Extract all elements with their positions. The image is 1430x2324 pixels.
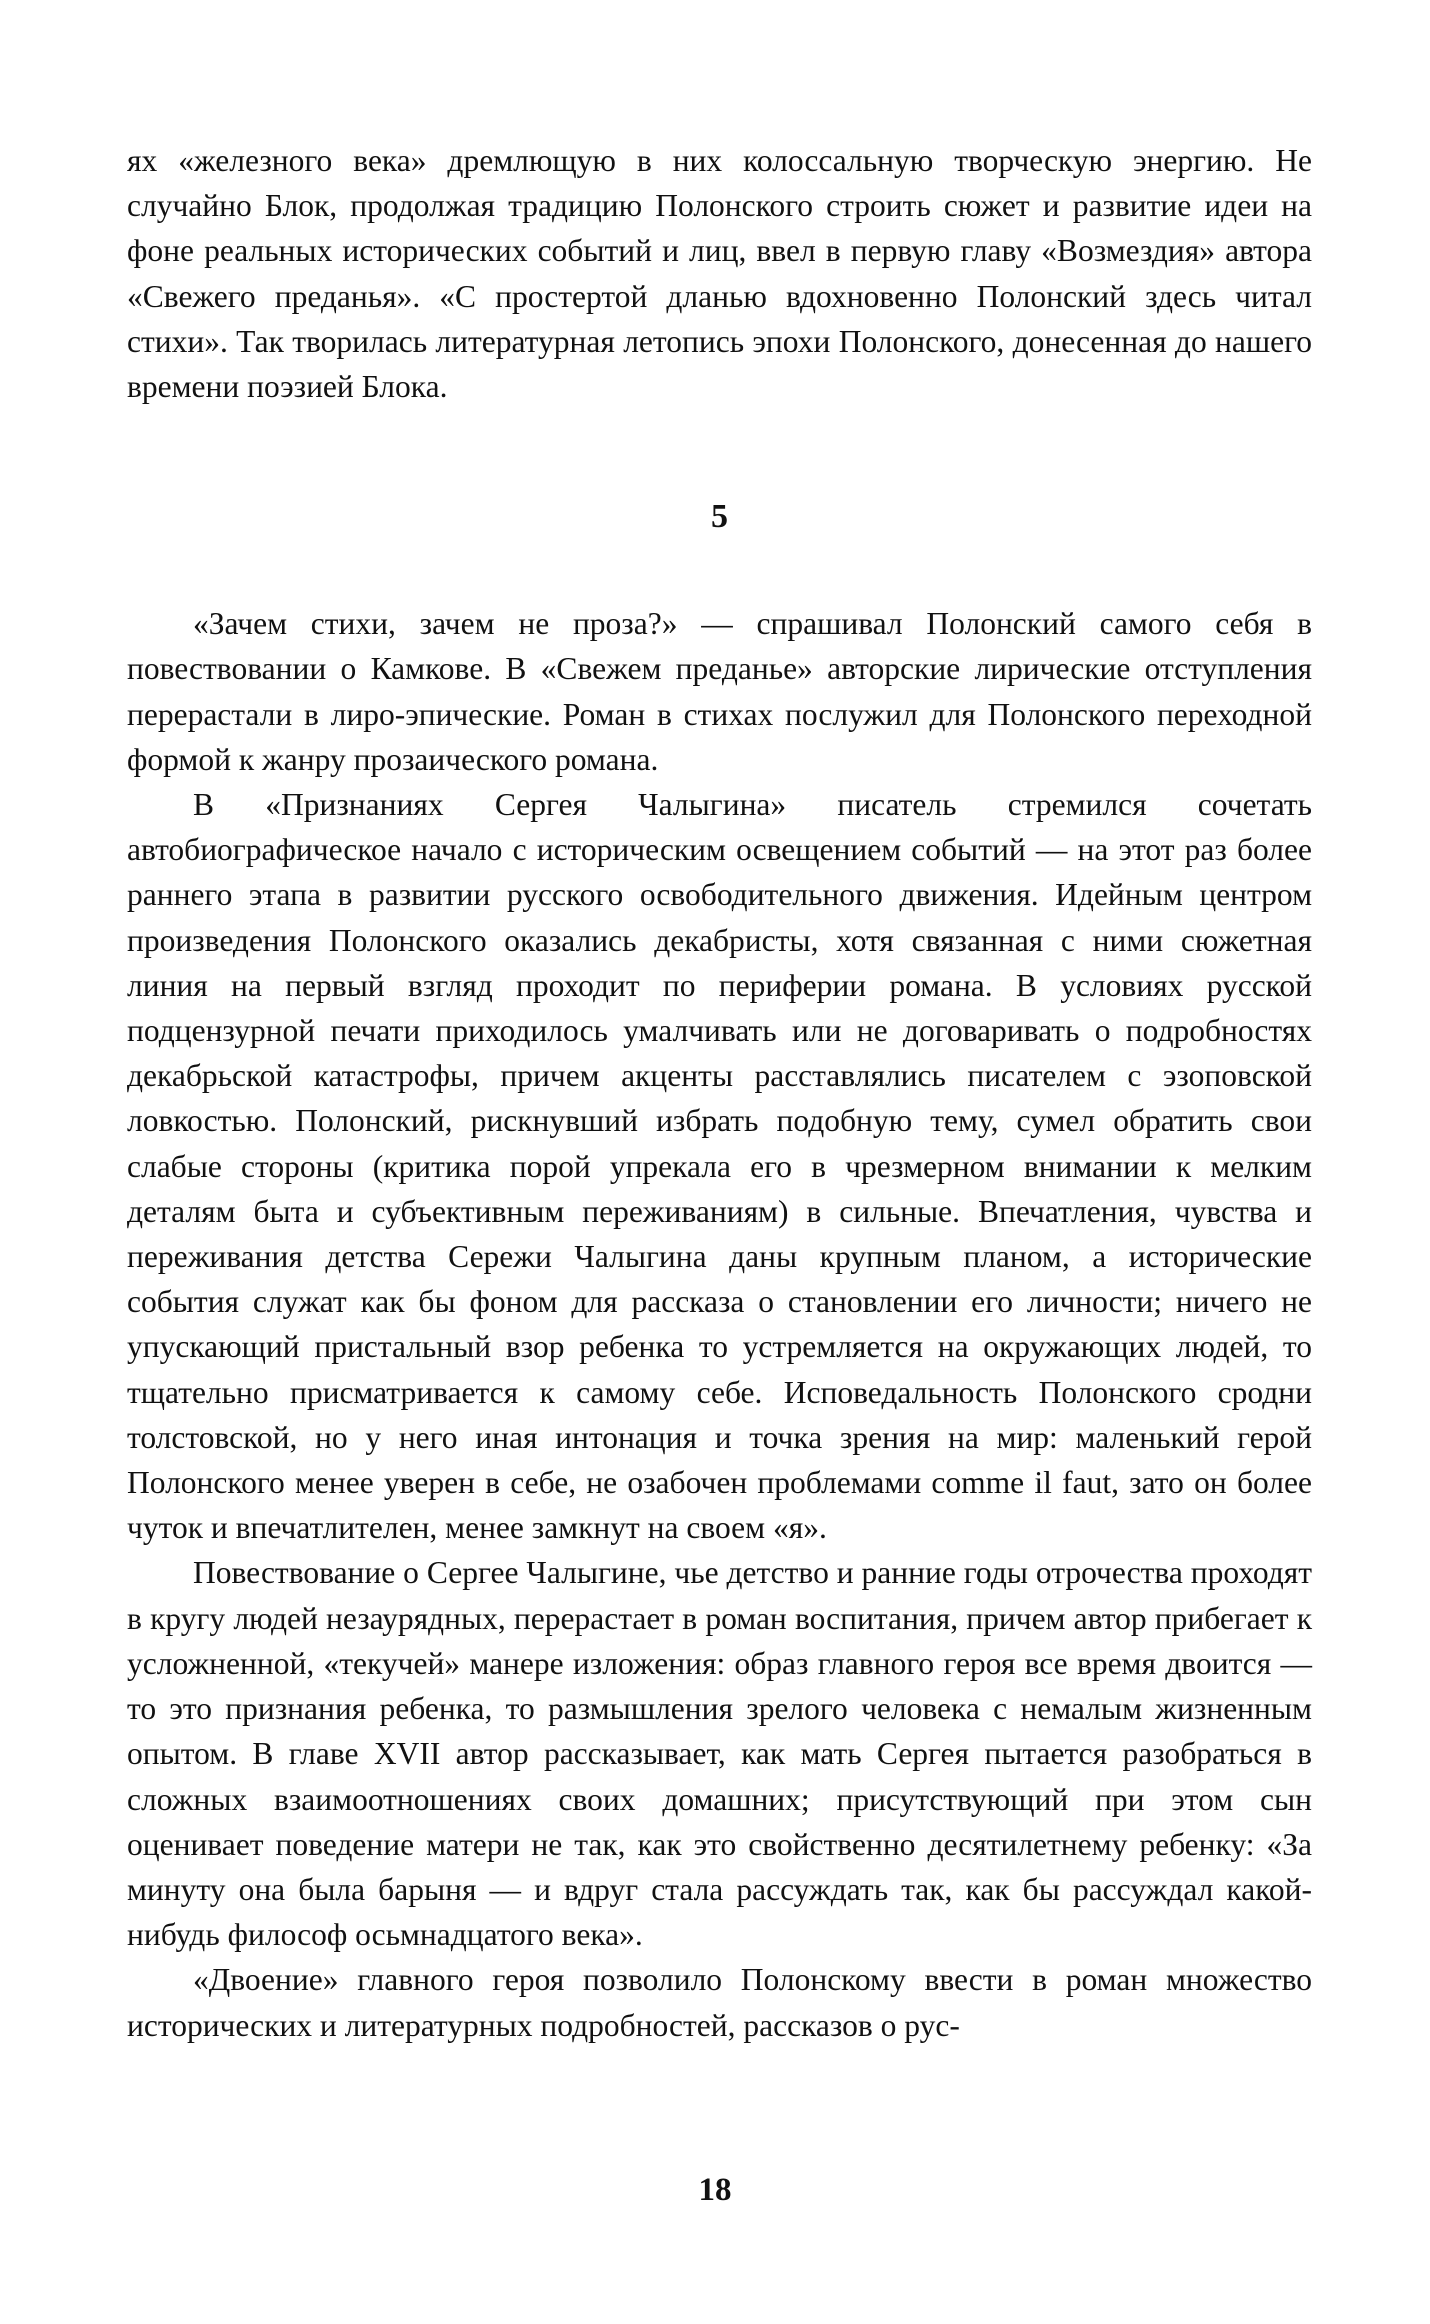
paragraph-3: Повествование о Сергее Чалыгине, чье детство и ранние годы отрочества проходят в кругу людей незаурядных, перерастает в роман воспитания, причем автор прибегает к усложненной, «текучей» манере изложения: образ главного героя все время двоится — то это признания ребенка, то размышления зрелого человека с немалым жизненным опытом. В главе XVII автор рассказывает, как мать Сергея пытается разобраться в сложных взаимоотношениях своих домашних; присутствующий при этом сын оценивает поведение матери не так, как это свойственно десятилетнему ребенку: «За минуту она была барыня — и вдруг стала рассуждать так, как бы рассуждал какой-нибудь философ осьмнадцатого века». xyxy=(127,1555,1312,1953)
paragraph-2: В «Признаниях Сергея Чалыгина» писатель стремился сочетать автобиографическое начало с историческим освещением событий — на этот раз более раннего этапа в развитии русского освободительного движения. Идейным центром произведения Полонского оказались декабристы, хотя связанная с ними сюжетная линия на первый взгляд проходит по периферии романа. В условиях русской подцензурной печати приходилось умалчивать или не договаривать о подробностях декабрьской катастрофы, причем акценты расставлялись писателем с эзоповской ловкостью. Полонский, рискнувший избрать подобную тему, сумел обратить свои слабые стороны (критика порой упрекала его в чрезмерном внимании к мелким деталям быта и субъективным переживаниям) в сильные. Впечатления, чувства и переживания детства Сережи Чалыгина даны крупным планом, а исторические события служат как бы фоном для рассказа о становлении его личности; ничего не упускающий пристальный взор ребенка то устремляется на окружающих людей, то тщательно присматривается к самому себе. Исповедальность Полонского сродни толстовской, но у него иная интонация и точка зрения на мир: маленький герой Полонского менее уверен в себе, не озабочен проблемами comme il faut, зато он более чуток и впечатлителен, менее замкнут на своем «я». xyxy=(127,787,1312,1546)
paragraph-1: «Зачем стихи, зачем не проза?» — спрашивал Полонский самого себя в повествовании о Камкове. В «Свежем преданье» авторские лирические отступления перерастали в лиро-эпические. Роман в стихах послужил для Полонского переходной формой к жанру прозаического романа. xyxy=(127,606,1312,777)
paragraph-4: «Двоение» главного героя позволило Полонскому ввести в роман множество исторических и литературных подробностей, рассказов о рус- xyxy=(127,1962,1312,2043)
page-number: 18 xyxy=(698,2172,732,2208)
page-body xyxy=(127,138,1312,2048)
section-number: 5 xyxy=(711,498,728,536)
paragraph-continuation: ях «железного века» дремлющую в них колоссальную творческую энергию. Не случайно Блок, продолжая традицию Полонского строить сюжет и развитие идеи на фоне реальных исторических событий и лиц, ввел в первую главу «Возмездия» автора «Свежего преданья». «С простертой дланью вдохновенно Полонский здесь читал стихи». Так творилась литературная летопись эпохи Полонского, донесенная до нашего времени поэзией Блока. xyxy=(127,143,1312,405)
